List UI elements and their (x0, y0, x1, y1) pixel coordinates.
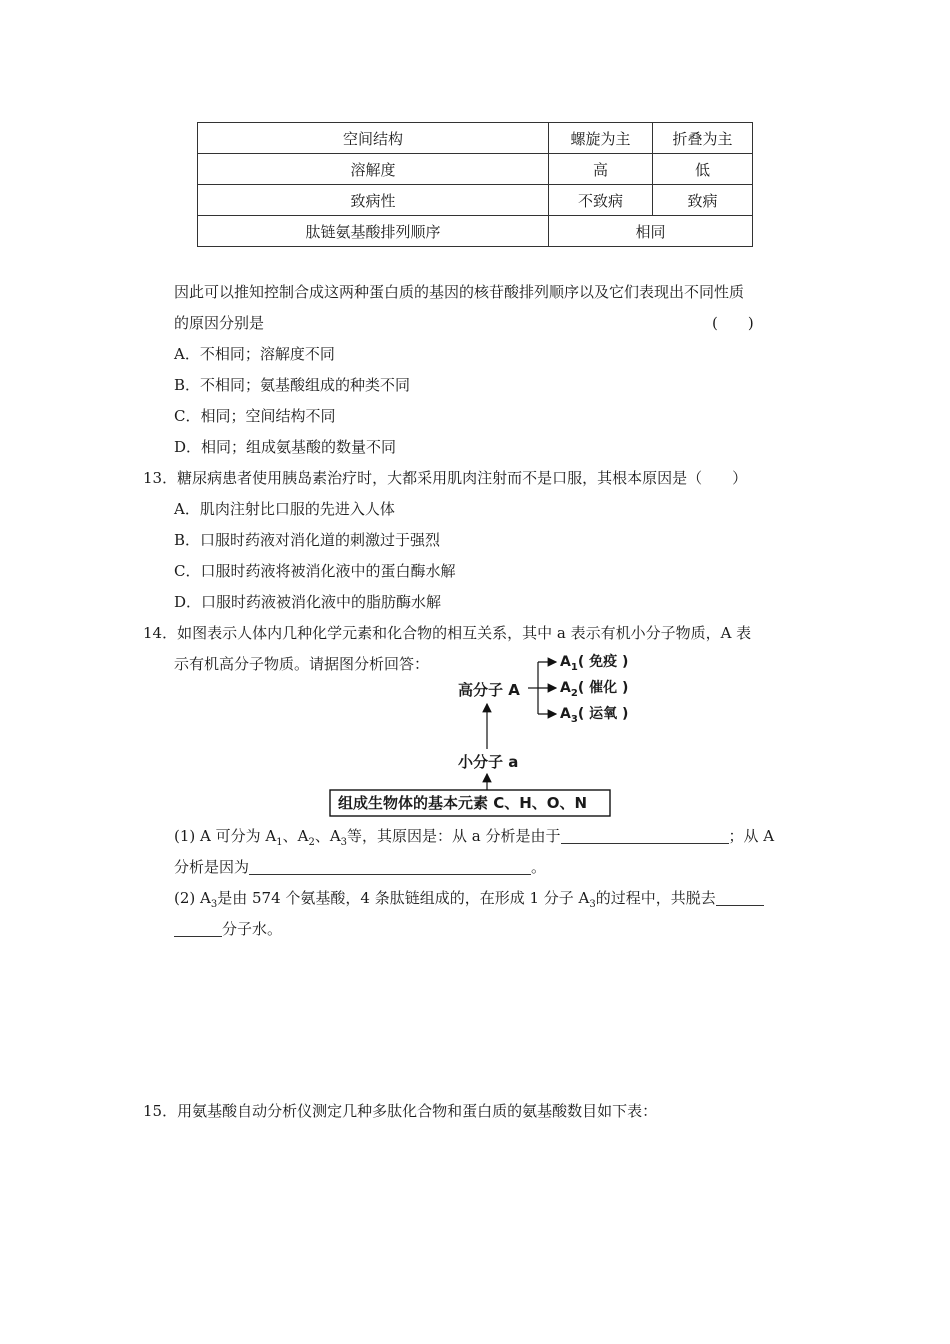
subscript: 2 (308, 837, 315, 848)
branch-sub: 1 (570, 661, 578, 673)
branch-a1 (560, 652, 628, 678)
text: 分子水。 (222, 920, 283, 938)
branch-sub: 3 (570, 713, 578, 725)
subscript: 3 (589, 899, 596, 910)
table-row (198, 154, 753, 185)
branch-func: ( 免疫 ) (577, 654, 629, 670)
branch-func: ( 催化 ) (577, 680, 629, 696)
q13-option-d: D．口服时药液被消化液中的脂肪酶水解 (174, 593, 442, 611)
q12-option-c: C．相同；空间结构不同 (174, 407, 336, 425)
comparison-table (197, 122, 753, 247)
table-cell: 溶解度 (198, 154, 549, 185)
elements-label: 组成生物体的基本元素 C、H、O、N (338, 794, 588, 812)
q14-sub1-line2 (174, 857, 546, 877)
table-row (198, 216, 753, 247)
text: 。 (531, 858, 547, 876)
table-cell: 不致病 (549, 185, 653, 216)
q14-sub2-line2 (174, 919, 282, 939)
q12-stem-line1: 因此可以推知控制合成这两种蛋白质的基因的核苷酸排列顺序以及它们表现出不同性质 (174, 283, 745, 301)
branch-a2 (560, 678, 628, 704)
branch-name: A (560, 706, 571, 722)
branch-name: A (560, 680, 571, 696)
table-cell: 空间结构 (198, 123, 549, 154)
branch-sub: 2 (570, 687, 578, 699)
q14-stem-line1: 14．如图表示人体内几种化学元素和化合物的相互关系，其中 a 表示有机小分子物质，A 表 (143, 624, 752, 642)
branch-func: ( 运氧 ) (577, 706, 629, 722)
q13-option-a: A．肌肉注射比口服的先进入人体 (174, 500, 395, 518)
q12-option-d: D．相同；组成氨基酸的数量不同 (174, 438, 397, 456)
table-cell: 低 (653, 154, 753, 185)
answer-blank[interactable] (716, 889, 764, 906)
answer-paren: ( ) (712, 314, 754, 332)
text: 是由 574 个氨基酸，4 条肽链组成的，在形成 1 分子 A (217, 889, 590, 907)
answer-blank[interactable] (249, 858, 531, 875)
table-cell: 致病性 (198, 185, 549, 216)
macro-label: 高分子 A (458, 681, 520, 699)
text: 的过程中，共脱去 (595, 889, 716, 907)
q14-sub2-line1 (174, 888, 764, 915)
text: 、A (282, 827, 309, 845)
branch-name: A (560, 654, 571, 670)
subscript: 3 (210, 899, 218, 910)
table-cell: 高 (549, 154, 653, 185)
q13-stem: 13．糖尿病患者使用胰岛素治疗时，大都采用肌肉注射而不是口服，其根本原因是（ ） (143, 469, 748, 487)
table-cell: 螺旋为主 (549, 123, 653, 154)
q12-option-a: A．不相同；溶解度不同 (174, 345, 335, 363)
text: 等，其原因是：从 a 分析是由于 (347, 827, 561, 845)
table-row (198, 185, 753, 216)
text: ；从 A (728, 827, 775, 845)
text: 、A (314, 827, 341, 845)
micro-label: 小分子 a (458, 753, 519, 771)
answer-blank[interactable] (561, 827, 729, 844)
q15-stem: 15．用氨基酸自动分析仪测定几种多肽化合物和蛋白质的氨基酸数目如下表： (143, 1102, 658, 1120)
answer-blank[interactable] (174, 920, 222, 937)
subscript: 1 (276, 837, 283, 848)
text: (2) A (174, 889, 211, 907)
q14-stem-line2: 示有机高分子物质。请据图分析回答： (174, 655, 430, 673)
table-row (198, 123, 753, 154)
text: 分析是因为 (174, 858, 250, 876)
table-cell: 折叠为主 (653, 123, 753, 154)
table-cell: 肽链氨基酸排列顺序 (198, 216, 549, 247)
table-cell: 致病 (653, 185, 753, 216)
q12-stem-line2: 的原因分别是 (174, 314, 265, 332)
subscript: 3 (340, 837, 348, 848)
branch-a3 (560, 704, 628, 730)
biomolecule-diagram (320, 650, 640, 824)
table-cell: 相同 (549, 216, 753, 247)
text: (1) A 可分为 A (174, 827, 277, 845)
q13-option-b: B．口服时药液对消化道的刺激过于强烈 (174, 531, 441, 549)
q14-sub1-line1 (174, 826, 774, 853)
q13-option-c: C．口服时药液将被消化液中的蛋白酶水解 (174, 562, 456, 580)
q12-option-b: B．不相同；氨基酸组成的种类不同 (174, 376, 411, 394)
